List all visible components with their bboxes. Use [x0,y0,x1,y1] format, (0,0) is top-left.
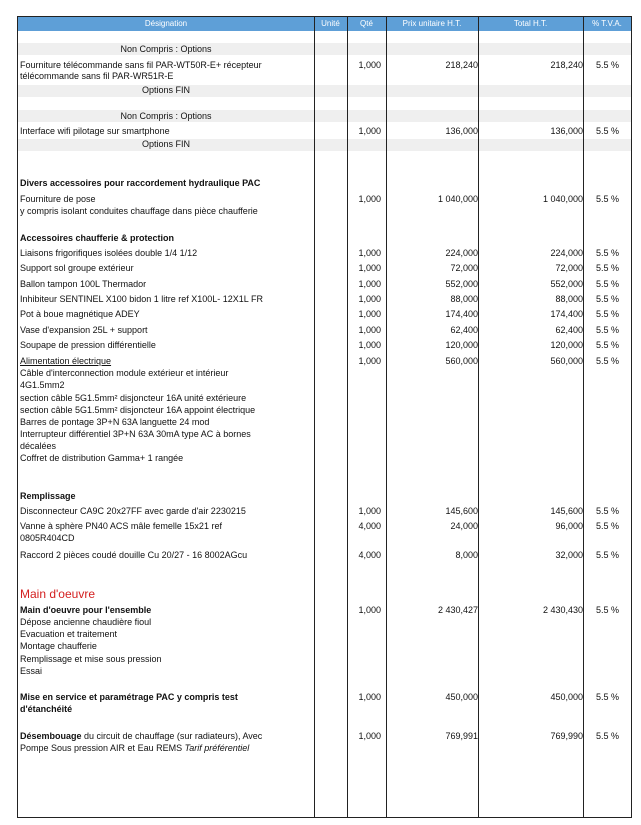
item-qte: 1,000 [358,506,381,516]
item-qte: 1,000 [358,279,381,289]
item-line: Ballon tampon 100L Thermador [20,279,147,289]
item-qte: 1,000 [358,60,381,70]
item-qte: 1,000 [358,126,381,136]
item-line: Support sol groupe extérieur [20,263,134,273]
item-total: 145,600 [550,506,583,516]
item-tva: 5.5 % [595,126,619,136]
item-line: Fourniture de pose [20,194,96,204]
item-total: 72,000 [555,263,583,273]
options-title: Non Compris : Options [120,44,212,54]
section-title: Accessoires chaufferie & protection [20,233,175,243]
item-qte: 4,000 [358,550,381,560]
item-tva: 5.5 % [595,340,619,350]
item-prix: 72,000 [450,263,478,273]
item-qte: 1,000 [358,248,381,258]
item-tva: 5.5 % [595,550,619,560]
item-tva: 5.5 % [595,325,619,335]
item-line: Liaisons frigorifiques isolées double 1/4 1/12 [20,248,198,258]
section-title: Divers accessoires pour raccordement hydraulique PAC [20,178,261,188]
header-prix: Prix unitaire H.T. [402,19,462,28]
item-line: Fourniture télécommande sans fil PAR-WT50R-E+ récepteur [20,60,262,70]
item-tva: 5.5 % [595,356,619,366]
detail-line: Coffret de distribution Gamma+ 1 rangée [20,453,184,463]
item-line [20,731,262,742]
item-line: y compris isolant conduites chauffage dans pièce chaufferie [20,206,258,216]
item-tva: 5.5 % [595,263,619,273]
item-line: Interface wifi pilotage sur smartphone [20,126,170,136]
cropped-header-fragment [508,9,630,14]
section-title: Remplissage [20,491,76,501]
item-prix: 8,000 [455,550,478,560]
header-unite: Unité [321,19,340,28]
item-qte: 4,000 [358,521,381,531]
item-total: 450,000 [550,692,583,702]
detail-line: 4G1.5mm2 [20,380,65,390]
detail-line: Essai [20,666,43,676]
item-total: 769,990 [550,731,583,741]
options-title: Non Compris : Options [120,111,212,121]
detail-line: section câble 5G1.5mm² disjoncteur 16A appoint électrique [20,405,256,415]
item-tva: 5.5 % [595,309,619,319]
item-prix: 1 040,000 [437,194,478,204]
detail-line: section câble 5G1.5mm² disjoncteur 16A unité extérieure [20,393,247,403]
item-total: 174,400 [550,309,583,319]
item-total: 552,000 [550,279,583,289]
item-total: 560,000 [550,356,583,366]
item-prix: 88,000 [450,294,478,304]
header-qte: Qté [360,19,373,28]
item-prix: 145,600 [445,506,478,516]
item-line: Vanne à sphère PN40 ACS mâle femelle 15x21 ref [20,521,222,531]
item-line: Pot à boue magnétique ADEY [20,309,140,319]
detail-line: décalées [20,441,57,451]
detail-line: Montage chaufferie [20,641,97,651]
item-prix: 136,000 [445,126,478,136]
detail-line: Dépose ancienne chaudière fioul [20,617,152,627]
item-prix: 218,240 [445,60,478,70]
desemb-rest: du circuit de chauffage (sur radiateurs), Avec [81,731,263,741]
item-line: Mise en service et paramétrage PAC y compris test [20,692,238,702]
options-end: Options FIN [141,85,190,95]
detail-line: Interrupteur différentiel 3P+N 63A 30mA type AC à bornes [20,429,251,439]
detail-line: Barres de pontage 3P+N 63A languette 24 mod [20,417,210,427]
item-qte: 1,000 [358,309,381,319]
item-line: d'étanchéité [20,704,73,714]
item-tva: 5.5 % [595,506,619,516]
options-end: Options FIN [141,139,190,149]
item-tva: 5.5 % [595,60,619,70]
item-tva: 5.5 % [595,248,619,258]
item-prix: 174,400 [445,309,478,319]
item-prix: 552,000 [445,279,478,289]
item-qte: 1,000 [358,294,381,304]
item-total: 96,000 [555,521,583,531]
item-line: Vase d'expansion 25L + support [20,325,148,335]
item-prix: 62,400 [450,325,478,335]
detail-line: Evacuation et traitement [20,629,118,639]
item-prix: 560,000 [445,356,478,366]
item-total: 88,000 [555,294,583,304]
item-qte: 1,000 [358,605,381,615]
header-total: Total H.T. [513,19,548,28]
detail-line: Remplissage et mise sous pression [20,654,162,664]
quote-table [17,16,632,818]
desemb-line2: Pompe Sous pression AIR et Eau REMS [20,743,185,753]
item-tva: 5.5 % [595,279,619,289]
item-tva: 5.5 % [595,194,619,204]
item-prix: 120,000 [445,340,478,350]
item-total: 62,400 [555,325,583,335]
column-divider [314,17,315,817]
item-prix: 450,000 [445,692,478,702]
item-line: Main d'oeuvre pour l'ensemble [20,605,152,615]
item-total: 32,000 [555,550,583,560]
detail-line: Câble d'interconnection module extérieur et intérieur [20,368,229,378]
item-line: télécommande sans fil PAR-WR51R-E [20,71,174,81]
item-prix: 224,000 [445,248,478,258]
item-qte: 1,000 [358,340,381,350]
item-tva: 5.5 % [595,731,619,741]
item-qte: 1,000 [358,194,381,204]
item-prix: 2 430,427 [437,605,478,615]
item-qte: 1,000 [358,692,381,702]
item-total: 1 040,000 [542,194,583,204]
item-total: 2 430,430 [542,605,583,615]
header-tva: % T.V.A. [592,19,622,28]
item-qte: 1,000 [358,263,381,273]
item-total: 218,240 [550,60,583,70]
table-header [18,17,631,31]
item-tva: 5.5 % [595,605,619,615]
item-line: Disconnecteur CA9C 20x27FF avec garde d'air 2230215 [20,506,246,516]
desemb-bold: Désembouage [20,731,82,741]
item-line: Alimentation électrique [20,356,112,366]
item-prix: 24,000 [450,521,478,531]
item-line: 0805R404CD [20,533,75,543]
item-line [20,743,249,754]
item-tva: 5.5 % [595,692,619,702]
item-line: Inhibiteur SENTINEL X100 bidon 1 litre ref X100L- 12X1L FR [20,294,263,304]
item-tva: 5.5 % [595,294,619,304]
item-line: Raccord 2 pièces coudé douille Cu 20/27 - 16 8002AGcu [20,550,248,560]
item-qte: 1,000 [358,325,381,335]
header-designation: Désignation [144,19,188,28]
desemb-italic: Tarif préférentiel [184,743,250,753]
item-total: 136,000 [550,126,583,136]
item-line: Soupape de pression différentielle [20,340,156,350]
item-prix: 769,991 [445,731,478,741]
item-tva: 5.5 % [595,521,619,531]
item-total: 224,000 [550,248,583,258]
section-title-red: Main d'oeuvre [20,587,95,601]
item-total: 120,000 [550,340,583,350]
item-qte: 1,000 [358,356,381,366]
item-qte: 1,000 [358,731,381,741]
